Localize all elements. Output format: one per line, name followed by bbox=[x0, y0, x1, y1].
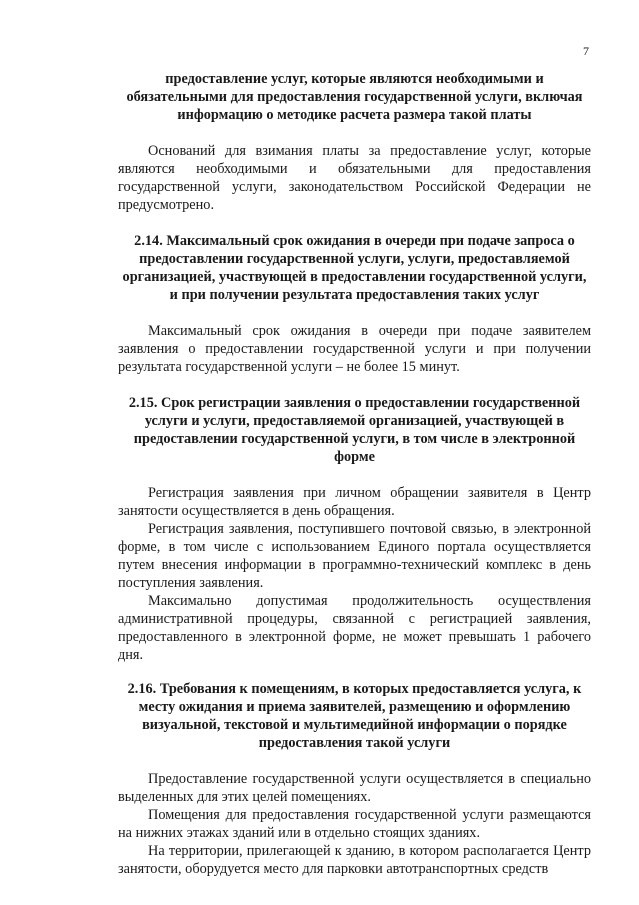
document-body bbox=[118, 70, 591, 878]
section-heading-fee-services: предоставление услуг, которые являются необходимыми и обязательными для предоставления государственной услуги, включая информацию о методике расчета размера такой платы bbox=[126, 71, 583, 123]
paragraph-floors: Помещения для предоставления государственной услуги размещаются на нижних этажах зданий или в отдельно стоящих зданиях. bbox=[118, 807, 591, 841]
paragraph-registration-duration: Максимально допустимая продолжительность осуществления административной процедуры, связанной с регистрацией заявления, предоставленного в электронной форме, не может превышать 1 рабочего дня. bbox=[118, 593, 591, 663]
paragraph-registration-personal: Регистрация заявления при личном обращении заявителя в Центр занятости осуществляется в день обращения. bbox=[118, 485, 591, 519]
section-heading-2-14: 2.14. Максимальный срок ожидания в очереди при подаче запроса о предоставлении государственной услуги, услуги, предоставляемой организацией, участвующей в предоставлении государственной услуги, и при получении результата предоставления таких услуг bbox=[122, 233, 587, 303]
paragraph-registration-electronic: Регистрация заявления, поступившего почтовой связью, в электронной форме, в том числе с использованием Единого портала осуществляется путем внесения информации в программно-технический комплекс в день поступления заявления. bbox=[118, 521, 591, 591]
paragraph-parking: На территории, прилегающей к зданию, в котором располагается Центр занятости, оборудуется место для парковки автотранспортных средств bbox=[118, 843, 591, 877]
paragraph-wait-time: Максимальный срок ожидания в очереди при подаче заявителем заявления о предоставлении государственной услуги и при получении результата государственной услуги – не более 15 минут. bbox=[118, 323, 591, 375]
paragraph-no-fee: Оснований для взимания платы за предоставление услуг, которые являются необходимыми и обязательными для предоставления государственной услуги, законодательством Российской Федерации не предусмотрено. bbox=[118, 143, 591, 213]
section-heading-2-15: 2.15. Срок регистрации заявления о предоставлении государственной услуги и услуги, предоставляемой организацией, участвующей в предоставлении государственной услуги, в том числе в электронной форме bbox=[128, 395, 581, 465]
page-number: 7 bbox=[583, 44, 589, 58]
section-heading-2-16: 2.16. Требования к помещениям, в которых предоставляется услуга, к месту ожидания и приема заявителей, размещению и оформлению визуальной, текстовой и мультимедийной информации о порядке предоставления такой услуги bbox=[127, 681, 582, 751]
paragraph-premises: Предоставление государственной услуги осуществляется в специально выделенных для этих целей помещениях. bbox=[118, 771, 591, 805]
